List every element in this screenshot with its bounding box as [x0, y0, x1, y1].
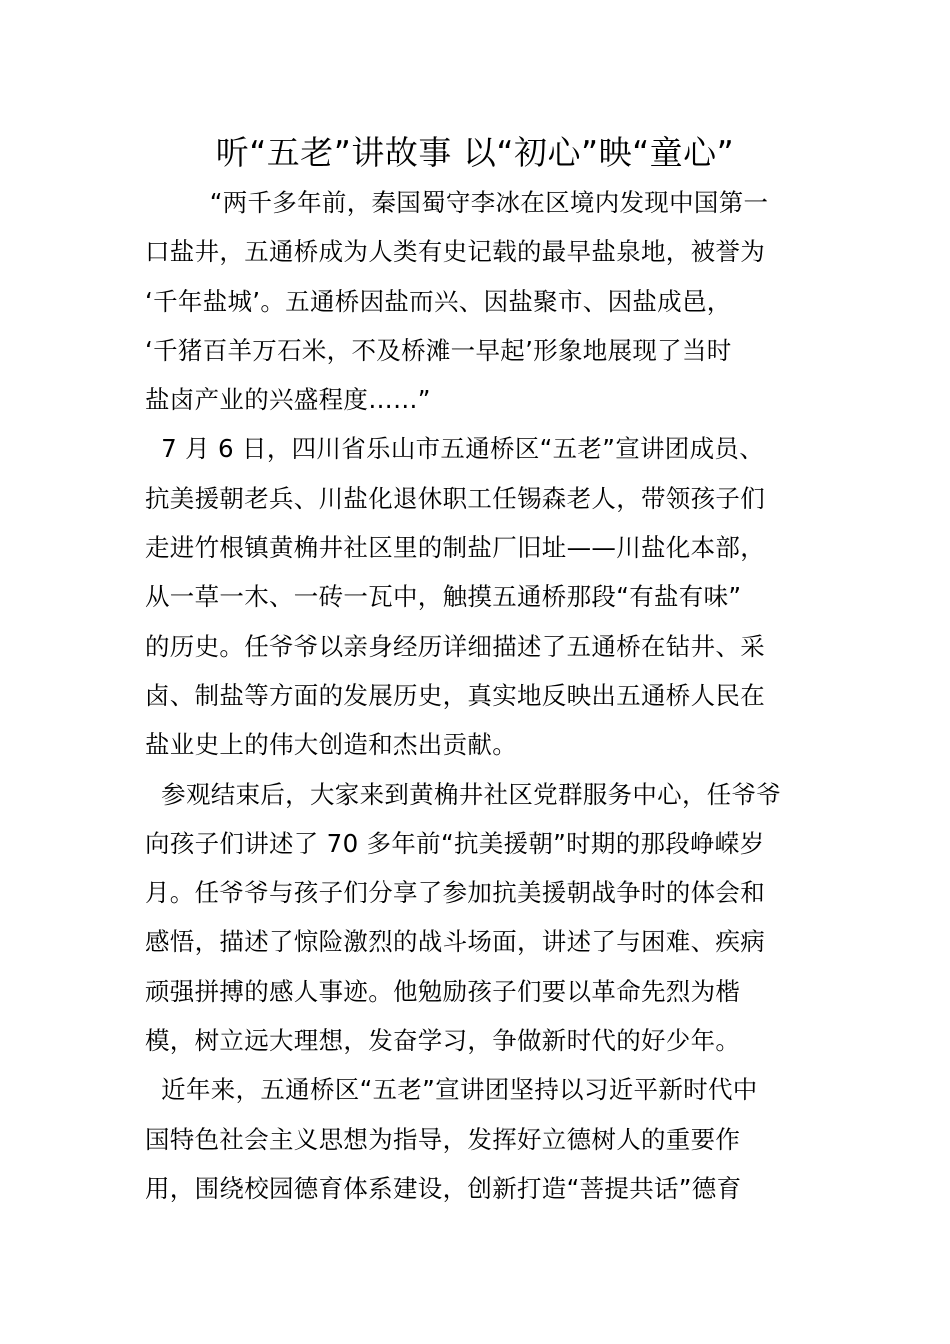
text-line: 顽强拼搏的感人事迹。他勉励孩子们要以革命先烈为楷 — [145, 976, 741, 1006]
text-line: 国特色社会主义思想为指导，发挥好立德树人的重要作 — [145, 1124, 741, 1154]
text-line: ‘千年盐城’。五通桥因盐而兴、因盐聚市、因盐成邑， — [145, 286, 732, 316]
text-line: 用，围绕校园德育体系建设，创新打造“菩提共话”德育 — [145, 1173, 742, 1203]
page-title: 听“五老”讲故事 以“初心”映“童心” — [215, 133, 735, 172]
text-line: 模，树立远大理想，发奋学习，争做新时代的好少年。 — [145, 1026, 741, 1056]
text-line: 抗美援朝老兵、川盐化退休职工任锡森老人，带领孩子们 — [145, 483, 765, 513]
text-line: 盐卤产业的兴盛程度……” — [145, 385, 431, 415]
text-line: 7 月 6 日，四川省乐山市五通桥区“五老”宣讲团成员、 — [145, 434, 764, 464]
text-line: 感悟，描述了惊险激烈的战斗场面，讲述了与困难、疾病 — [145, 927, 765, 957]
text-line: 从一草一木、一砖一瓦中，触摸五通桥那段“有盐有味” — [145, 582, 742, 612]
text-line: “两千多年前，秦国蜀守李冰在区境内发现中国第一 — [145, 188, 769, 217]
text-line: 的历史。任爷爷以亲身经历详细描述了五通桥在钻井、采 — [145, 631, 765, 661]
article-body — [145, 178, 810, 1213]
text-line: 口盐井，五通桥成为人类有史记载的最早盐泉地，被誉为 — [145, 237, 765, 267]
text-line: ‘千猪百羊万石米，不及桥滩一早起’形象地展现了当时 — [145, 335, 732, 365]
text-line: 卤、制盐等方面的发展历史，真实地反映出五通桥人民在 — [145, 680, 765, 710]
text-line: 近年来，五通桥区“五老”宣讲团坚持以习近平新时代中 — [145, 1075, 758, 1105]
text-line: 月。任爷爷与孩子们分享了参加抗美援朝战争时的体会和 — [145, 878, 765, 908]
text-line: 向孩子们讲述了 70 多年前“抗美援朝”时期的那段峥嵘岁 — [145, 828, 765, 858]
text-line: 盐业史上的伟大创造和杰出贡献。 — [145, 730, 517, 760]
text-line: 走进竹根镇黄桷井社区里的制盐厂旧址——川盐化本部， — [145, 533, 765, 563]
text-line: 参观结束后，大家来到黄桷井社区党群服务中心，任爷爷 — [145, 779, 782, 809]
